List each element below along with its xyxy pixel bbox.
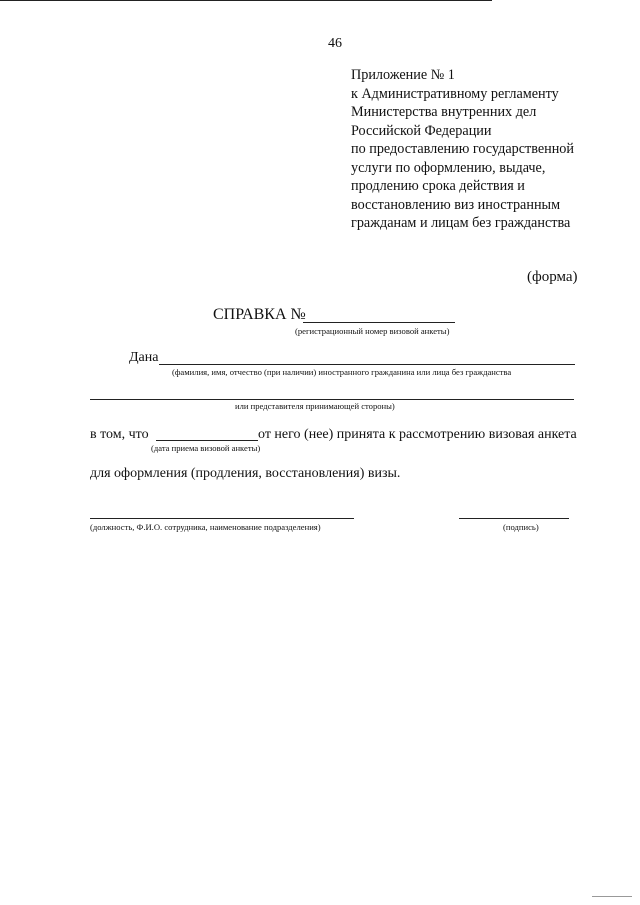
submission-date-field[interactable]	[156, 440, 258, 441]
officer-position-field[interactable]	[90, 518, 354, 519]
applicant-name-caption: (фамилия, имя, отчество (при наличии) иностранного гражданина или лица без гражданства	[172, 367, 512, 377]
appendix-line: услуги по оформлению, выдаче,	[351, 159, 546, 176]
visa-purpose-text: для оформления (продления, восстановления) визы.	[90, 466, 401, 481]
top-border-line	[0, 0, 492, 1]
statement-suffix: от него (нее) принята к рассмотрению визовая анкета	[258, 427, 577, 442]
signature-field[interactable]	[459, 518, 569, 519]
document-title: СПРАВКА №	[213, 306, 306, 323]
applicant-name-field-continued[interactable]	[90, 399, 574, 400]
appendix-line: к Административному регламенту	[351, 85, 559, 102]
appendix-header	[351, 66, 636, 233]
appendix-line: по предоставлению государственной	[351, 141, 574, 157]
appendix-line: Приложение № 1	[351, 67, 455, 83]
appendix-line: продлению срока действия и	[351, 178, 525, 194]
appendix-line: Российской Федерации	[351, 122, 492, 139]
applicant-name-field[interactable]	[159, 364, 575, 365]
submission-date-caption: (дата приема визовой анкеты)	[151, 443, 261, 453]
form-label: (форма)	[527, 269, 578, 285]
registration-number-field[interactable]	[303, 322, 455, 323]
registration-number-caption: (регистрационный номер визовой анкеты)	[295, 326, 450, 336]
appendix-line: Министерства внутренних дел	[351, 104, 537, 120]
appendix-line: гражданам и лицам без гражданства	[351, 215, 571, 231]
representative-caption: или представителя принимающей стороны)	[235, 401, 395, 411]
issued-to-label: Дана	[129, 350, 159, 365]
signature-caption: (подпись)	[503, 522, 539, 532]
appendix-line: восстановлению виз иностранным	[351, 196, 561, 213]
statement-prefix: в том, что	[90, 427, 149, 442]
page-number: 46	[328, 36, 342, 51]
scan-artifact-mark	[592, 896, 632, 897]
officer-position-caption: (должность, Ф.И.О. сотрудника, наименование подразделения)	[90, 522, 321, 532]
